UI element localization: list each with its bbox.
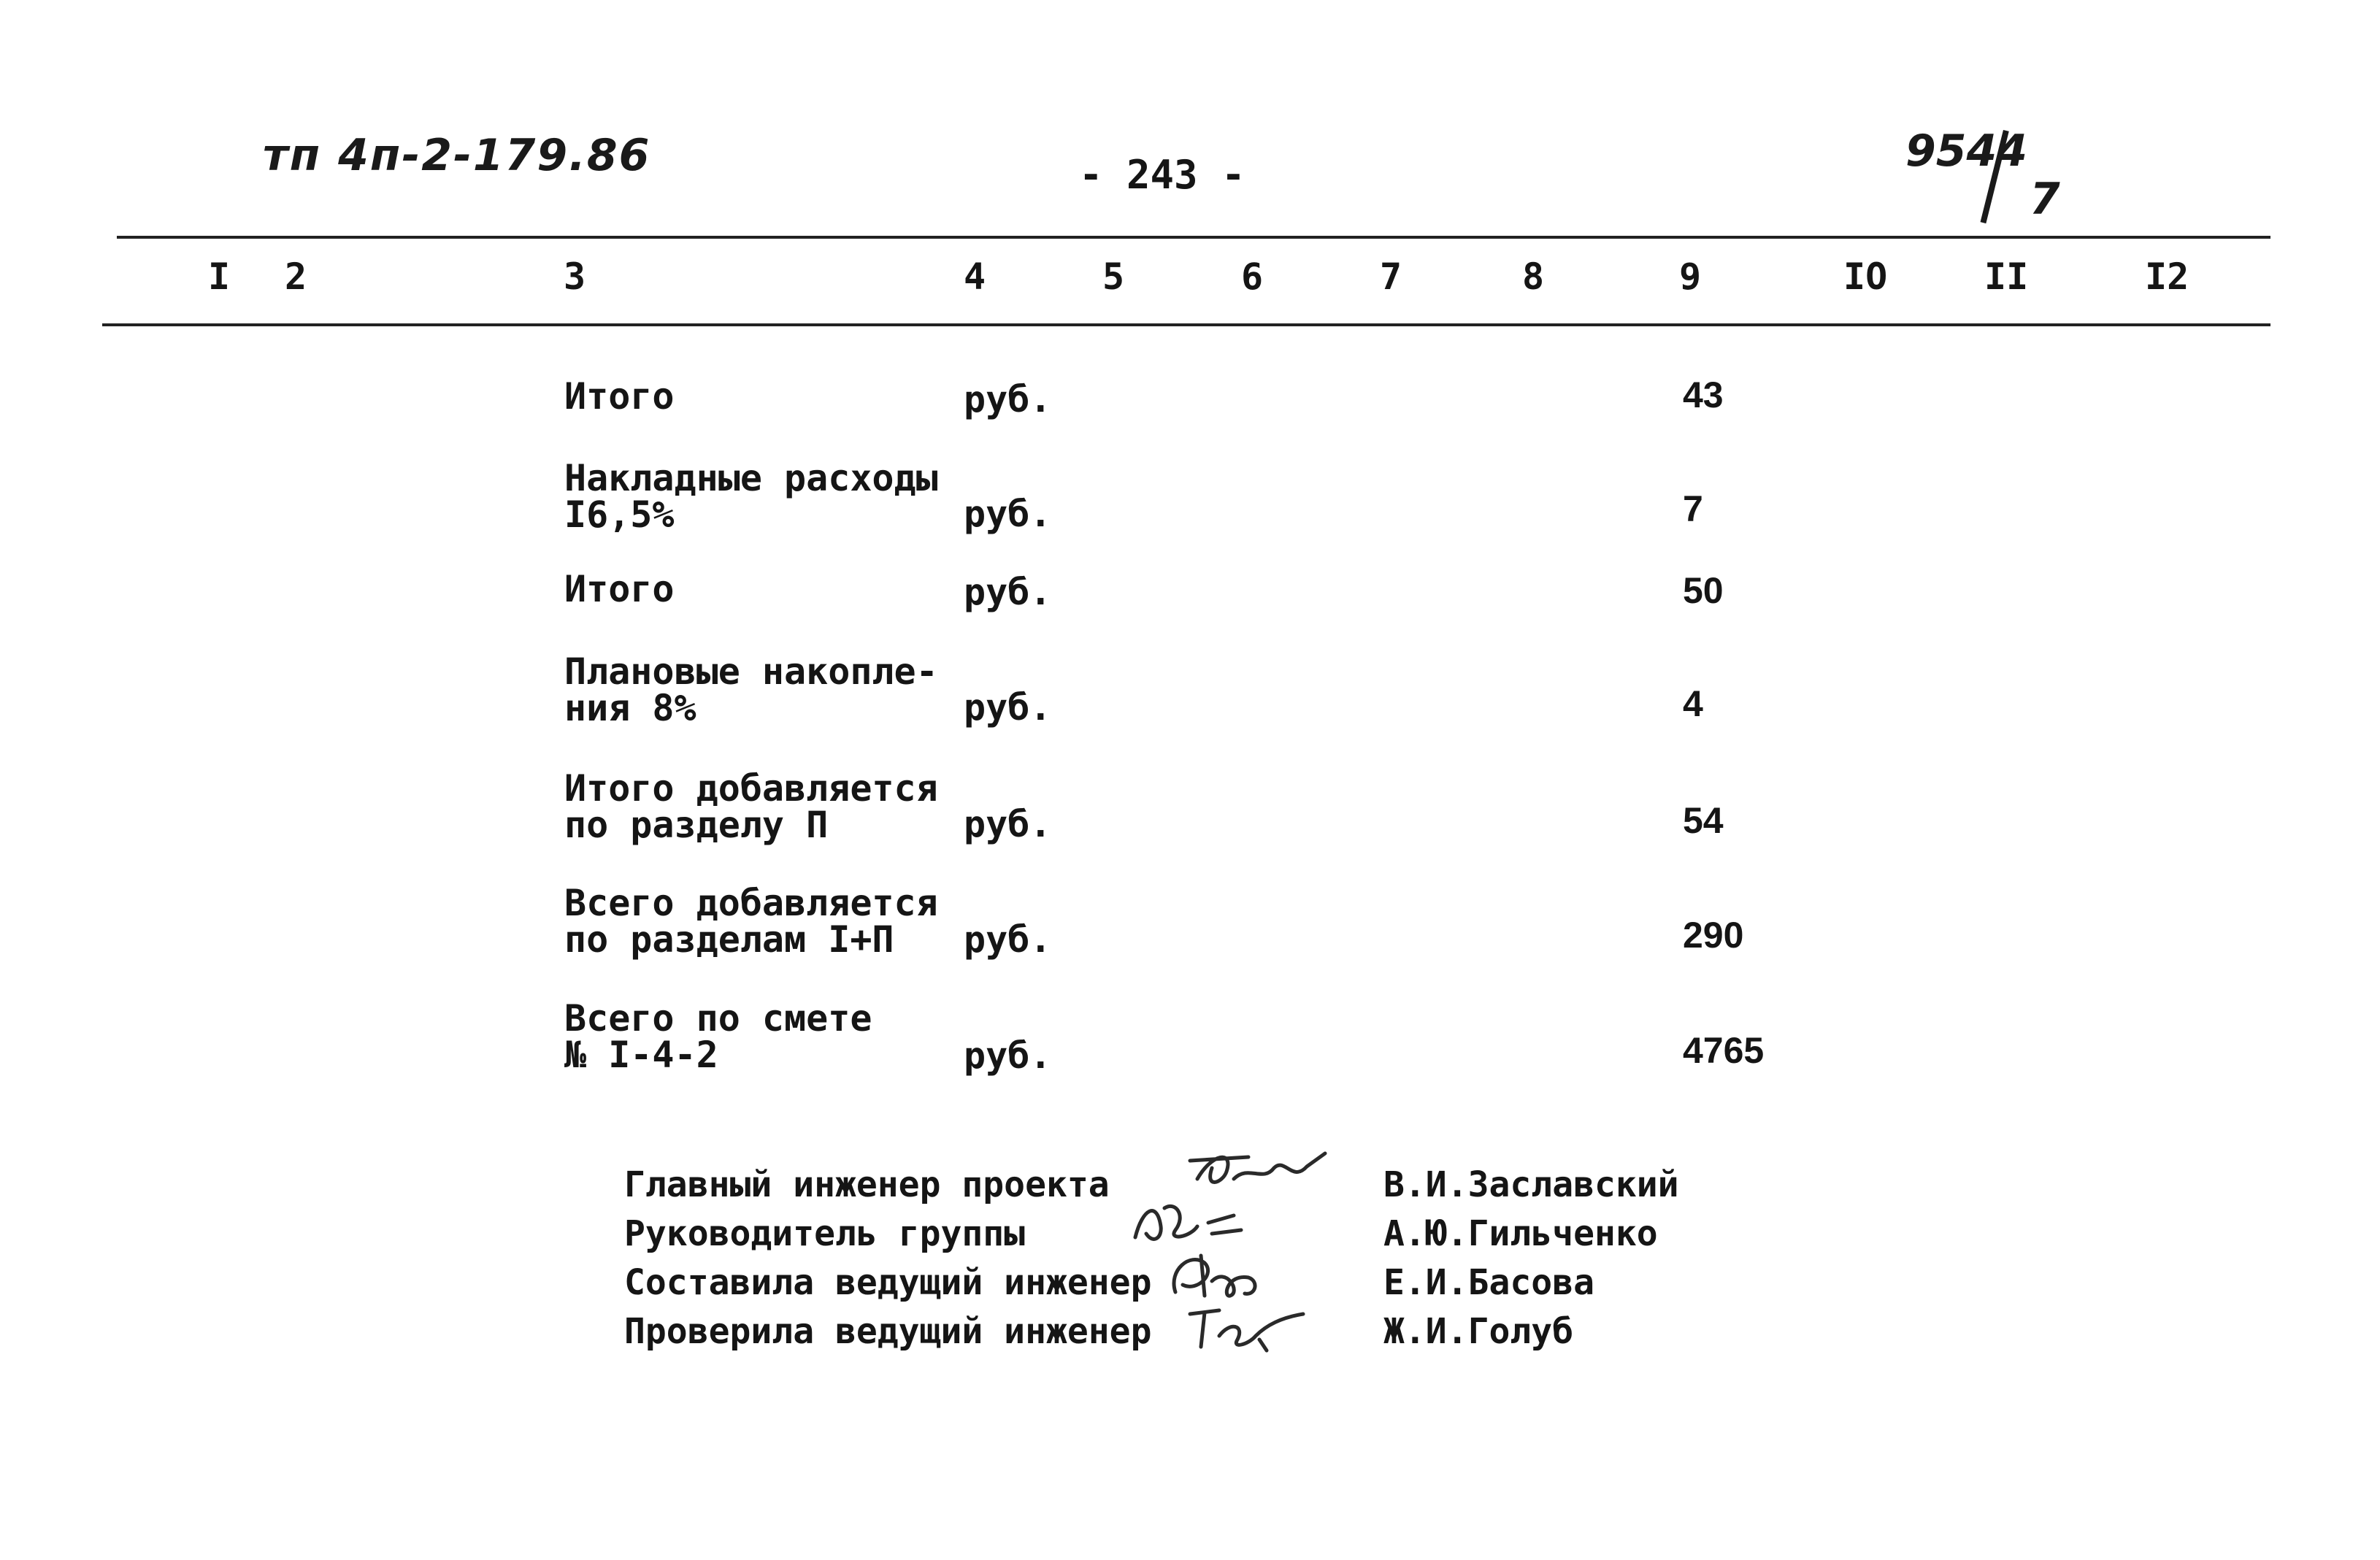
row-value: 43 <box>1683 374 1724 415</box>
row-label: Всего по смете № I-4-2 <box>564 997 872 1076</box>
row-value: 50 <box>1683 570 1724 611</box>
row-unit: руб. <box>964 1034 1052 1077</box>
column-number-8: 8 <box>1522 255 1545 298</box>
column-number-2: 2 <box>285 255 307 298</box>
column-number-5: 5 <box>1102 255 1125 298</box>
signature-role: Руководитель группы <box>624 1213 1026 1254</box>
sheet-number: 9544 <box>1905 126 2027 177</box>
handwritten-signature-4 <box>1179 1292 1310 1358</box>
document-code: тп 4п-2-179.86 <box>263 130 651 181</box>
signatory-name: А.Ю.Гильченко <box>1383 1213 1658 1254</box>
row-value: 54 <box>1683 800 1724 841</box>
page-number: - 243 - <box>1079 152 1245 198</box>
row-label: Плановые накопле- ния 8% <box>564 650 938 729</box>
column-number-11: II <box>1984 255 2029 298</box>
row-value: 4 <box>1683 683 1703 724</box>
row-unit: руб. <box>964 803 1052 845</box>
signatory-name: Ж.И.Голуб <box>1383 1311 1574 1352</box>
column-number-12: I2 <box>2145 255 2189 298</box>
column-number-7: 7 <box>1380 255 1402 298</box>
row-label: Всего добавляется по разделам I+П <box>564 882 938 961</box>
column-number-4: 4 <box>964 255 986 298</box>
column-number-10: IO <box>1843 255 1888 298</box>
column-number-3: 3 <box>564 255 586 298</box>
signature-role: Составила ведущий инженер <box>624 1262 1152 1303</box>
signatory-name: В.И.Заславский <box>1383 1164 1679 1205</box>
row-label: Накладные расходы I6,5% <box>564 457 938 536</box>
table-header-bottom-rule <box>102 323 2270 326</box>
row-value: 7 <box>1683 488 1703 529</box>
row-label: Итого <box>564 375 675 418</box>
signature-role: Проверила ведущий инженер <box>624 1311 1152 1352</box>
row-unit: руб. <box>964 686 1052 729</box>
row-unit: руб. <box>964 918 1052 961</box>
signature-role: Главный инженер проекта <box>624 1164 1110 1205</box>
column-number-6: 6 <box>1241 255 1264 298</box>
row-value: 4765 <box>1683 1030 1765 1071</box>
row-unit: руб. <box>964 378 1052 420</box>
table-top-rule <box>117 236 2270 239</box>
sheet-sub-number: 7 <box>2030 174 2060 225</box>
column-number-9: 9 <box>1679 255 1702 298</box>
column-number-1: I <box>208 255 231 298</box>
row-value: 290 <box>1683 915 1744 956</box>
signatory-name: Е.И.Басова <box>1383 1262 1594 1303</box>
row-unit: руб. <box>964 571 1052 613</box>
row-label: Итого <box>564 568 675 610</box>
row-unit: руб. <box>964 493 1052 535</box>
row-label: Итого добавляется по разделу П <box>564 767 938 846</box>
